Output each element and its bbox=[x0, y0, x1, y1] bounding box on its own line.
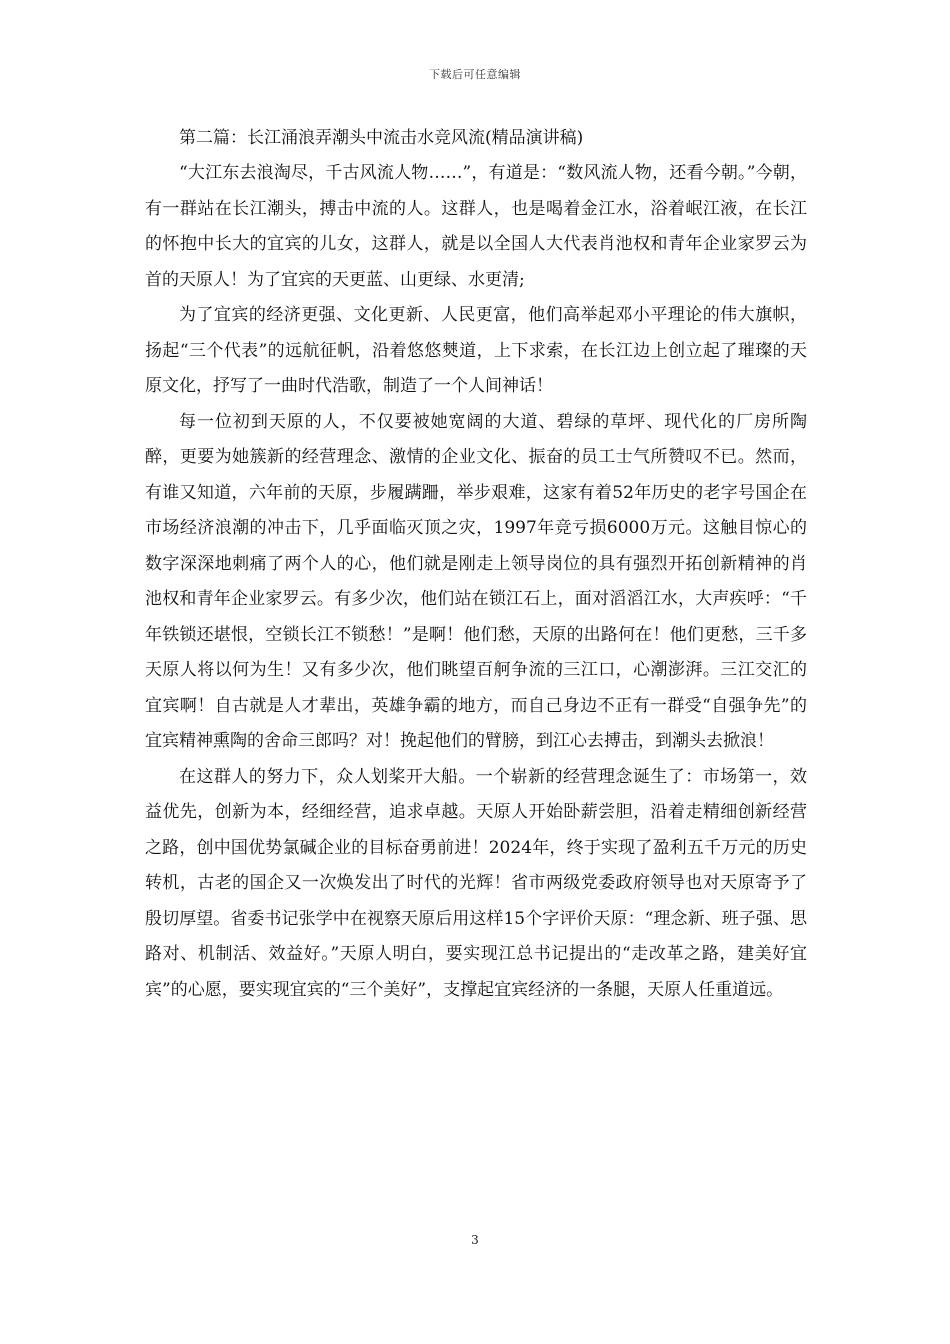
paragraph-2: 为了宜宾的经济更强、文化更新、人民更富，他们高举起邓小平理论的伟大旗帜，扬起“三个代表”的远航征帆，沿着悠悠僰道，上下求索，在长江边上创立起了璀璨的天原文化，抒写了一曲时代浩歌，制造了一个人间神话！ bbox=[145, 305, 807, 396]
page-header: 下载后可任意编辑 bbox=[429, 68, 521, 81]
paragraph-3: 每一位初到天原的人，不仅要被她宽阔的大道、碧绿的草坪、现代化的厂房所陶醉，更要为她簇新的经营理念、激情的企业文化、振奋的员工士气所赞叹不已。然而，有谁又知道，六年前的天原，步履蹒跚，举步艰难，这家有着52年历史的老字号国企在市场经济浪潮的冲击下，几乎面临灭顶之灾，1997年竞亏损6000万元。这触目惊心的数字深深地刺痛了两个人的心，他们就是刚走上领导岗位的具有强烈开拓创新精神的肖池权和青年企业家罗云。有多少次，他们站在锁江石上，面对滔滔江水，大声疾呼：“千年铁锁还堪恨，空锁长江不锁愁！”是啊！他们愁，天原的出路何在！他们更愁，三千多天原人将以何为生！又有多少次，他们眺望百舸争流的三江口，心潮澎湃。三江交汇的宜宾啊！自古就是人才辈出，英雄争霸的地方，而自己身边不正有一群受“自强争先”的宜宾精神熏陶的舍命三郎吗？对！挽起他们的臂膀，到江心去搏击，到潮头去掀浪！ bbox=[145, 411, 807, 751]
paragraph-4: 在这群人的努力下，众人划桨开大船。一个崭新的经营理念诞生了：市场第一，效益优先，创新为本，经细经营，追求卓越。天原人开始卧薪尝胆，沿着走精细创新经营之路，创中国优势氯碱企业的目标奋勇前进！2024年，终于实现了盈利五千万元的历史转机，古老的国企又一次焕发出了时代的光辉！省市两级党委政府领导也对天原寄予了殷切厚望。省委书记张学中在视察天原后用这样15个字评价天原：“理念新、班子强、思路对、机制活、效益好。”天原人明白，要实现江总书记提出的“走改革之路，建美好宜宾”的心愿，要实现宜宾的“三个美好”，支撑起宜宾经济的一条腿，天原人任重道远。 bbox=[145, 766, 807, 1000]
paragraph-1: “大江东去浪淘尽，千古风流人物……”，有道是：“数风流人物，还看今朝。”今朝，有一群站在长江潮头，搏击中流的人。这群人，也是喝着金江水，浴着岷江液，在长江的怀抱中长大的宜宾的儿女，这群人，就是以全国人大代表肖池权和青年企业家罗云为首的天原人！为了宜宾的天更蓝、山更绿、水更清; bbox=[145, 163, 807, 290]
document-title: 第二篇：长江涌浪弄潮头中流击水竞风流(精品演讲稿) bbox=[179, 128, 584, 148]
document-body bbox=[145, 120, 807, 1008]
page-number: 3 bbox=[471, 1233, 479, 1247]
